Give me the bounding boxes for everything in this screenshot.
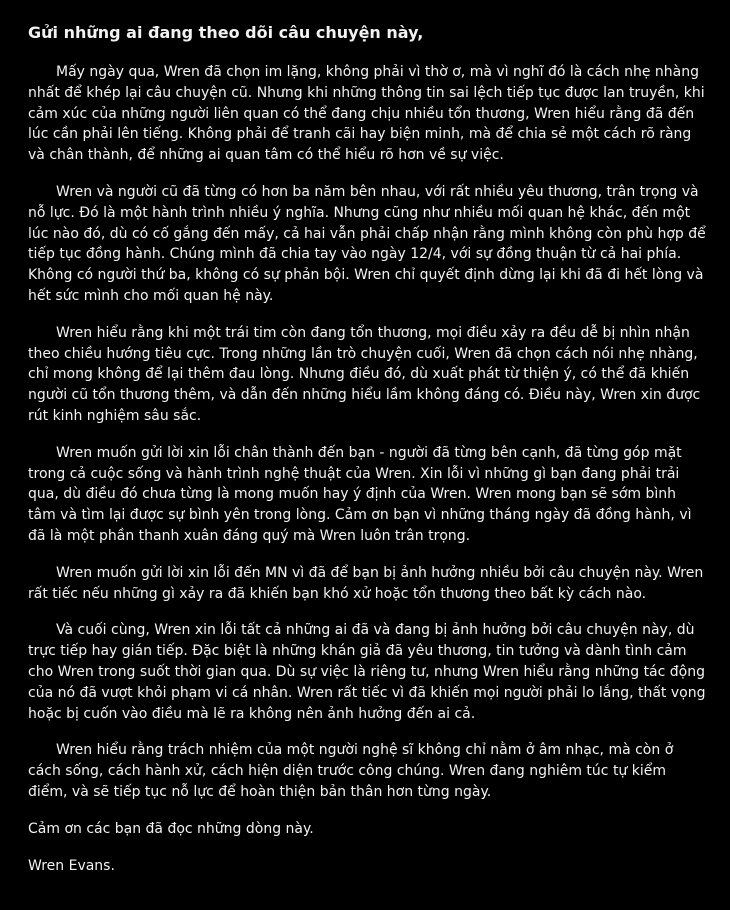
letter-closing: Cảm ơn các bạn đã đọc những dòng này. [28, 820, 314, 837]
paragraph-3: Wren hiểu rằng khi một trái tim còn đang tổn thương, mọi điều xảy ra đều dễ bị nhìn nhận theo chiều hướng tiêu cực. Trong những lần trò chuyện cuối, Wren đã chọn cách nói nhẹ nhàng, chỉ mong không để lại thêm đau lòng. Nhưng điều đó, dù xuất phát từ thiện ý, có thể đã khiến người cũ tổn thương thêm, và dẫn đến những hiểu lầm không đáng có. Điều này, Wren xin được rút kinh nghiệm sâu sắc. [28, 324, 701, 424]
paragraph-4: Wren muốn gửi lời xin lỗi chân thành đến bạn - người đã từng bên cạnh, đã từng góp mặt trong cả cuộc sống và hành trình nghệ thuật của Wren. Xin lỗi vì những gì bạn đang phải trải qua, dù điều đó chưa từng là mong muốn hay ý định của Wren. Wren mong bạn sẽ sớm bình tâm và tìm lại được sự bình yên trong lòng. Cảm ơn bạn vì những tháng ngày đã đồng hành, vì đã là một phần thanh xuân đáng quý mà Wren luôn trân trọng. [28, 444, 692, 544]
paragraph-5: Wren muốn gửi lời xin lỗi đến MN vì đã để bạn bị ảnh hưởng nhiều bởi câu chuyện này. Wren rất tiếc nếu những gì xảy ra đã khiến bạn khó xử hoặc tổn thương theo bất kỳ cách nào. [28, 564, 704, 602]
paragraph-2: Wren và người cũ đã từng có hơn ba năm bên nhau, với rất nhiều yêu thương, trân trọng và nỗ lực. Đó là một hành trình nhiều ý nghĩa. Nhưng cũng như nhiều mối quan hệ khác, đến một lúc nào đó, dù có cố gắng đến mấy, cả hai vẫn phải chấp nhận rằng mình không còn phù hợp để tiếp tục đồng hành. Chúng mình đã chia tay vào ngày 12/4, với sự đồng thuận từ cả hai phía. Không có người thứ ba, không có sự phản bội. Wren chỉ quyết định dừng lại khi đã đi hết lòng và hết sức mình cho mối quan hệ này. [28, 183, 706, 304]
paragraph-6: Và cuối cùng, Wren xin lỗi tất cả những ai đã và đang bị ảnh hưởng bởi câu chuyện này, dù trực tiếp hay gián tiếp. Đặc biệt là những khán giả đã yêu thương, tin tưởng và dành tình cảm cho Wren trong suốt thời gian qua. Dù sự việc là riêng tư, nhưng Wren hiểu rằng những tác động của nó đã vượt khỏi phạm vi cá nhân. Wren rất tiếc vì đã khiến mọi người phải lo lắng, thất vọng hoặc bị cuốn vào điều mà lẽ ra không nên ảnh hưởng đến ai cả. [28, 622, 706, 722]
letter-greeting: Gửi những ai đang theo dõi câu chuyện này, [28, 23, 424, 42]
letter [28, 22, 708, 876]
paragraph-1: Mấy ngày qua, Wren đã chọn im lặng, không phải vì thờ ơ, mà vì nghĩ đó là cách nhẹ nhàng nhất để khép lại câu chuyện cũ. Nhưng khi những thông tin sai lệch tiếp tục được lan truyền, khi cảm xúc của những người liên quan có thể đang chịu nhiều tổn thương, Wren hiểu rằng đã đến lúc cần phải lên tiếng. Không phải để tranh cãi hay biện minh, mà để chia sẻ một cách rõ ràng và chân thành, để những ai quan tâm có thể hiểu rõ hơn về sự việc. [28, 64, 705, 164]
letter-signature: Wren Evans. [28, 857, 115, 874]
paragraph-7: Wren hiểu rằng trách nhiệm của một người nghệ sĩ không chỉ nằm ở âm nhạc, mà còn ở cách sống, cách hành xử, cách hiện diện trước công chúng. Wren đang nghiêm túc tự kiểm điểm, và sẽ tiếp tục nỗ lực để hoàn thiện bản thân hơn từng ngày. [28, 742, 674, 800]
